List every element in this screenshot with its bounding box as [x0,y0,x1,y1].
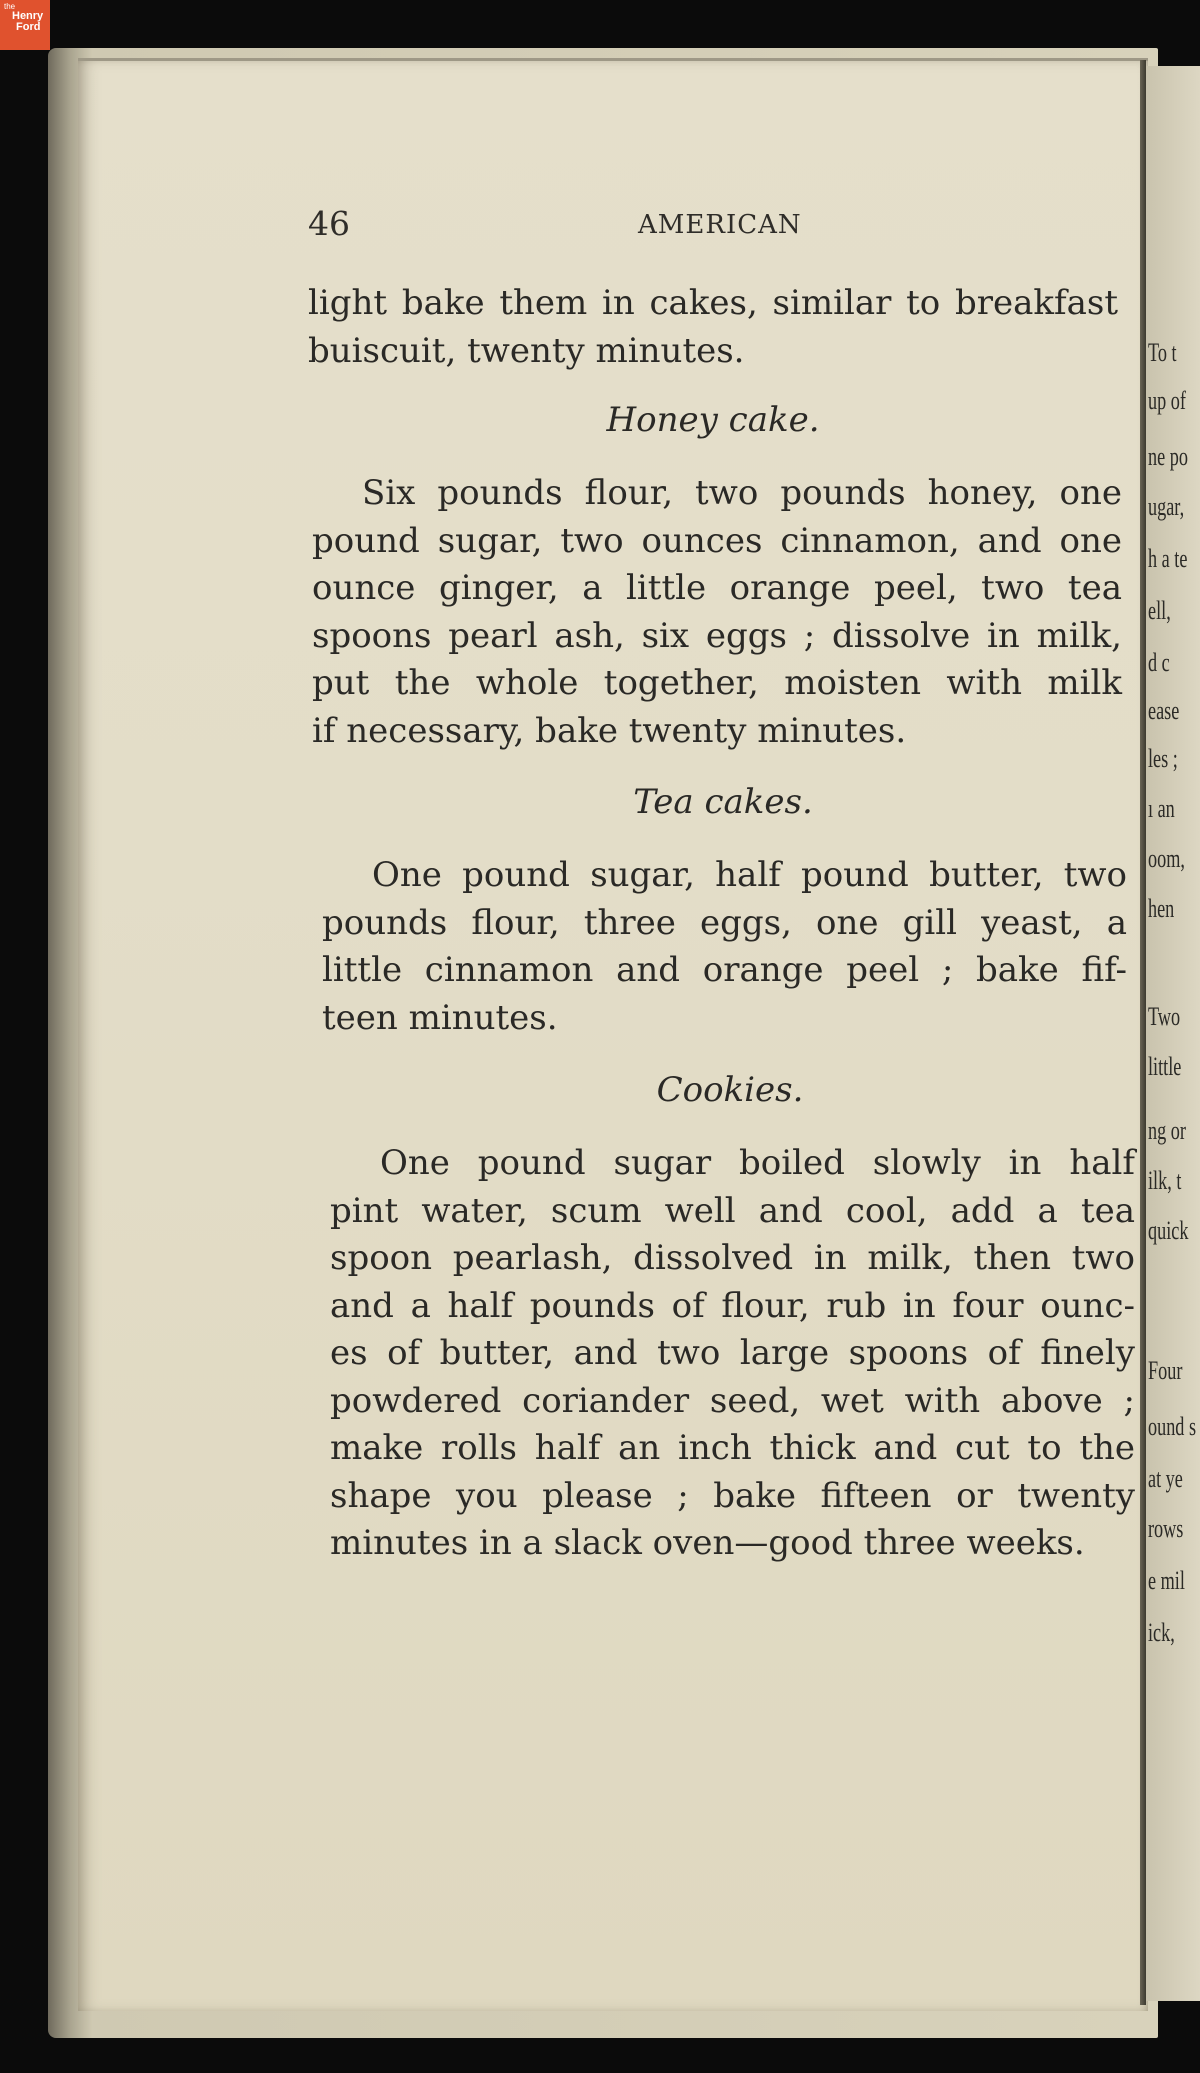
facing-fragment: ne po [1148,442,1188,471]
facing-page-strip [1146,66,1200,2001]
recipe-body-cookies [330,1140,1135,1568]
text-line: if necessary, bake twenty minutes. [312,710,907,751]
text-line: spoon pearlash, dissolved in milk, then two [330,1238,1135,1278]
text-line: minutes in a slack oven—good three weeks. [330,1523,1085,1563]
facing-fragment: Two [1148,1002,1181,1031]
text-line: pounds flour, three eggs, one gill yeast, a [322,902,1127,943]
facing-fragment: ng or [1148,1116,1186,1145]
recipe-title-cookies: Cookies. [656,1070,804,1110]
text-line: ounce ginger, a little orange peel, two tea [312,568,1122,608]
text-line: One pound sugar boiled slowly in half [380,1143,1135,1183]
facing-fragment: e mil [1148,1566,1185,1595]
text-line: and a half pounds of flour, rub in four ounc- [330,1285,1135,1326]
henry-ford-logo: the Henry Ford [0,0,50,50]
text-line: little cinnamon and orange peel ; bake fif- [322,950,1127,990]
facing-fragment: ı an [1148,794,1175,823]
text-line: spoons pearl ash, six eggs ; dissolve in milk, [312,615,1122,656]
facing-fragment: ell, [1148,596,1171,625]
facing-fragment: les ; [1148,744,1178,773]
facing-fragment: ick, [1148,1618,1175,1647]
text-line: teen minutes. [322,997,558,1038]
facing-fragment: ilk, t [1148,1166,1182,1195]
text-line: powdered coriander seed, wet with above ; [330,1380,1135,1421]
facing-fragment: ugar, [1148,492,1185,521]
text-line: light bake them in cakes, similar to breakfast [308,283,1118,323]
facing-fragment: quick [1148,1216,1189,1245]
page-number: 46 [308,204,350,243]
facing-fragment: d c [1148,648,1170,677]
recipe-title-tea-cakes: Tea cakes. [633,782,813,822]
page-header [308,204,1108,248]
text-line: pound sugar, two ounces cinnamon, and one [312,520,1122,561]
text-line: One pound sugar, half pound butter, two [372,855,1127,895]
facing-fragment: Four [1148,1356,1183,1385]
facing-fragment: h a te [1148,544,1188,573]
text-line: buiscuit, twenty minutes. [308,330,745,371]
recipe-title-honey-cake: Honey cake. [606,400,820,440]
facing-fragment: up of [1148,386,1186,415]
intro-paragraph [308,280,1118,375]
facing-fragment: To t [1148,338,1177,367]
facing-fragment: ound s [1148,1412,1197,1441]
text-line: Six pounds flour, two pounds honey, one [362,473,1122,513]
facing-fragment: oom, [1148,844,1185,873]
text-line: put the whole together, moisten with milk [312,663,1122,703]
recipe-body-honey-cake [312,470,1122,755]
facing-fragment: rows [1148,1514,1184,1543]
facing-fragment: at ye [1148,1464,1183,1493]
text-line: make rolls half an inch thick and cut to the [330,1428,1135,1468]
text-line: shape you please ; bake fifteen or twenty [330,1475,1135,1516]
facing-fragment: little [1148,1052,1182,1081]
recipe-body-tea-cakes [322,852,1127,1042]
facing-fragment: ease [1148,696,1180,725]
text-line: pint water, scum well and cool, add a tea [330,1190,1135,1231]
facing-fragment: hen [1148,894,1175,923]
text-line: es of butter, and two large spoons of finely [330,1333,1135,1373]
running-head: AMERICAN [638,210,802,240]
